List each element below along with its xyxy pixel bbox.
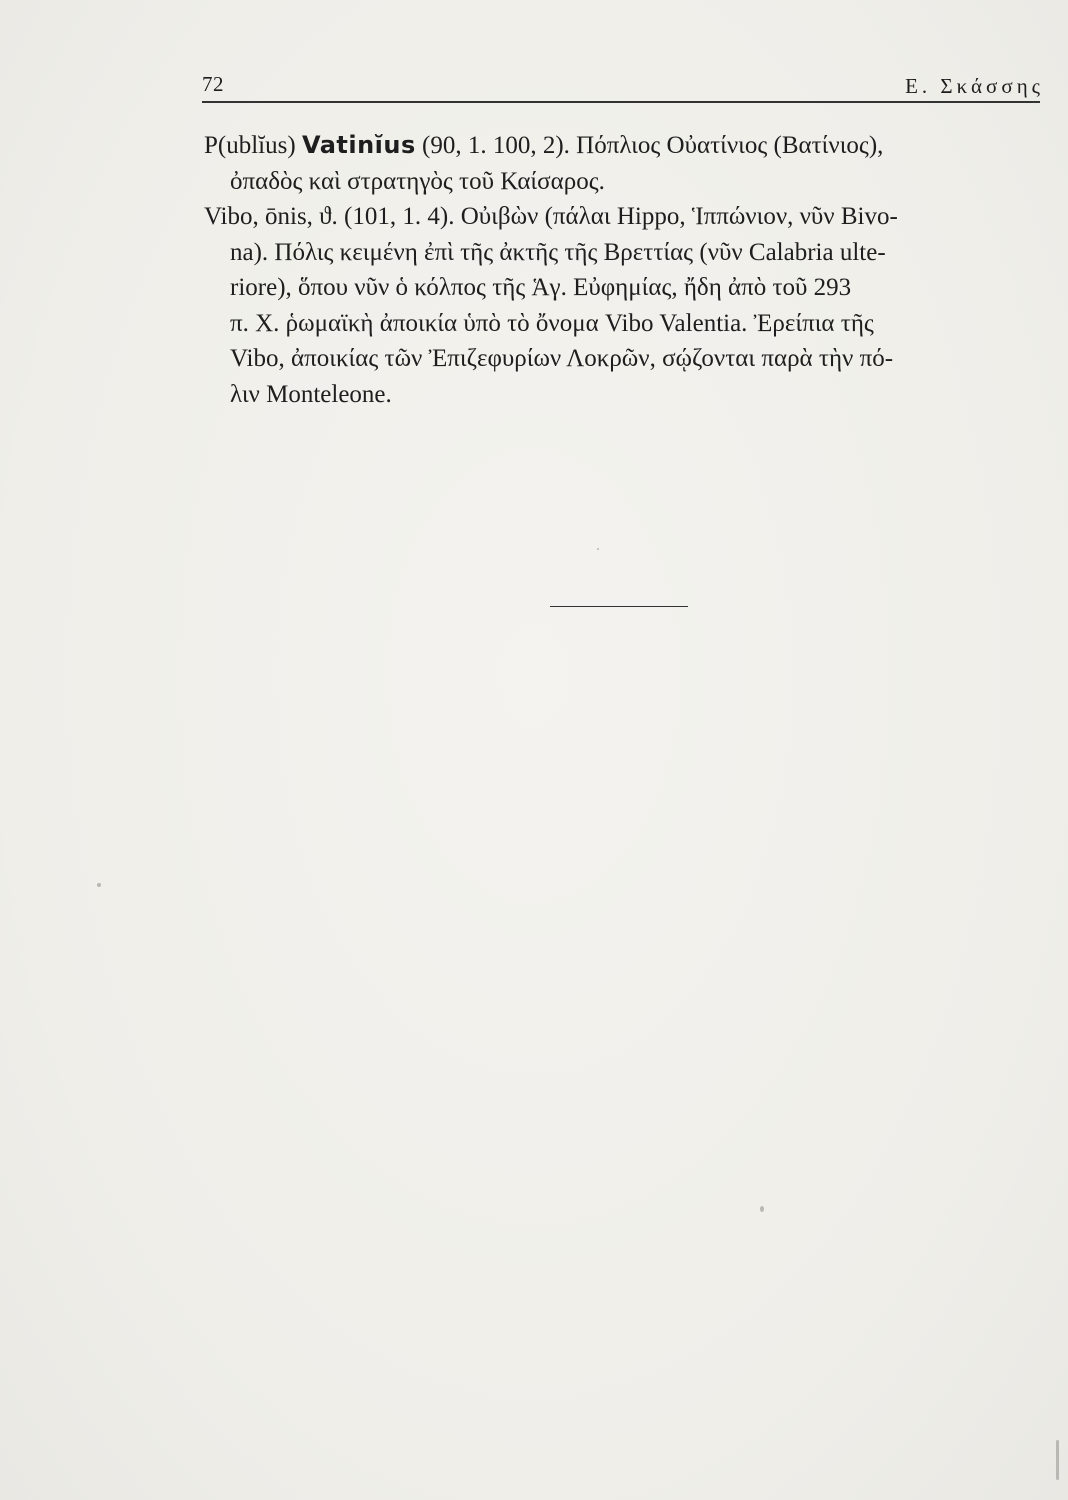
speck xyxy=(597,548,599,550)
entry-line: Vibo, ōnis, ϑ. (101, 1. 4). Οὐιβὼν (πάλαι Hippo, Ἱππώνιον, νῦν Bivo- xyxy=(204,203,898,230)
entry-headword-prefix: P(ublĭus) xyxy=(204,132,302,159)
entry-line: Vibo, ἀποικίας τῶν Ἐπιζεφυρίων Λοκρῶν, σῴζονται παρὰ τὴν πό- xyxy=(230,345,894,372)
running-head-author: Ε. Σκάσσης xyxy=(905,74,1044,98)
speck xyxy=(97,883,101,887)
running-head xyxy=(202,72,1044,102)
entry-line xyxy=(204,128,1042,164)
entry-vibo xyxy=(204,199,1042,412)
glossary-entries xyxy=(204,128,1042,412)
entry-line: λιν Monteleone. xyxy=(230,380,392,408)
entry-line: ὀπαδὸς καὶ στρατηγὸς τοῦ Καίσαρος. xyxy=(230,167,605,195)
entry-vatinius xyxy=(204,128,1042,199)
entry-line: π. Χ. ῥωμαϊκὴ ἀποικία ὑπὸ τὸ ὄνομα Vibo Valentia. Ἐρείπια τῆς xyxy=(230,309,874,337)
page-number: 72 xyxy=(202,72,224,96)
entry-text: (90, 1. 100, 2). Πόπλιος Οὐατίνιος (Βατίνιος), xyxy=(415,132,884,159)
speck xyxy=(1056,1440,1059,1480)
entry-line: riore), ὅπου νῦν ὁ κόλπος τῆς Ἁγ. Εὐφημίας, ἤδη ἀπὸ τοῦ 293 xyxy=(230,274,852,301)
entry-line: na). Πόλις κειμένη ἐπὶ τῆς ἀκτῆς τῆς Βρεττίας (νῦν Calabria ulte- xyxy=(230,238,886,266)
header-rule xyxy=(202,101,1040,103)
speck xyxy=(760,1206,764,1212)
entry-headword: Vatinĭus xyxy=(301,131,416,159)
section-end-rule xyxy=(550,606,688,607)
